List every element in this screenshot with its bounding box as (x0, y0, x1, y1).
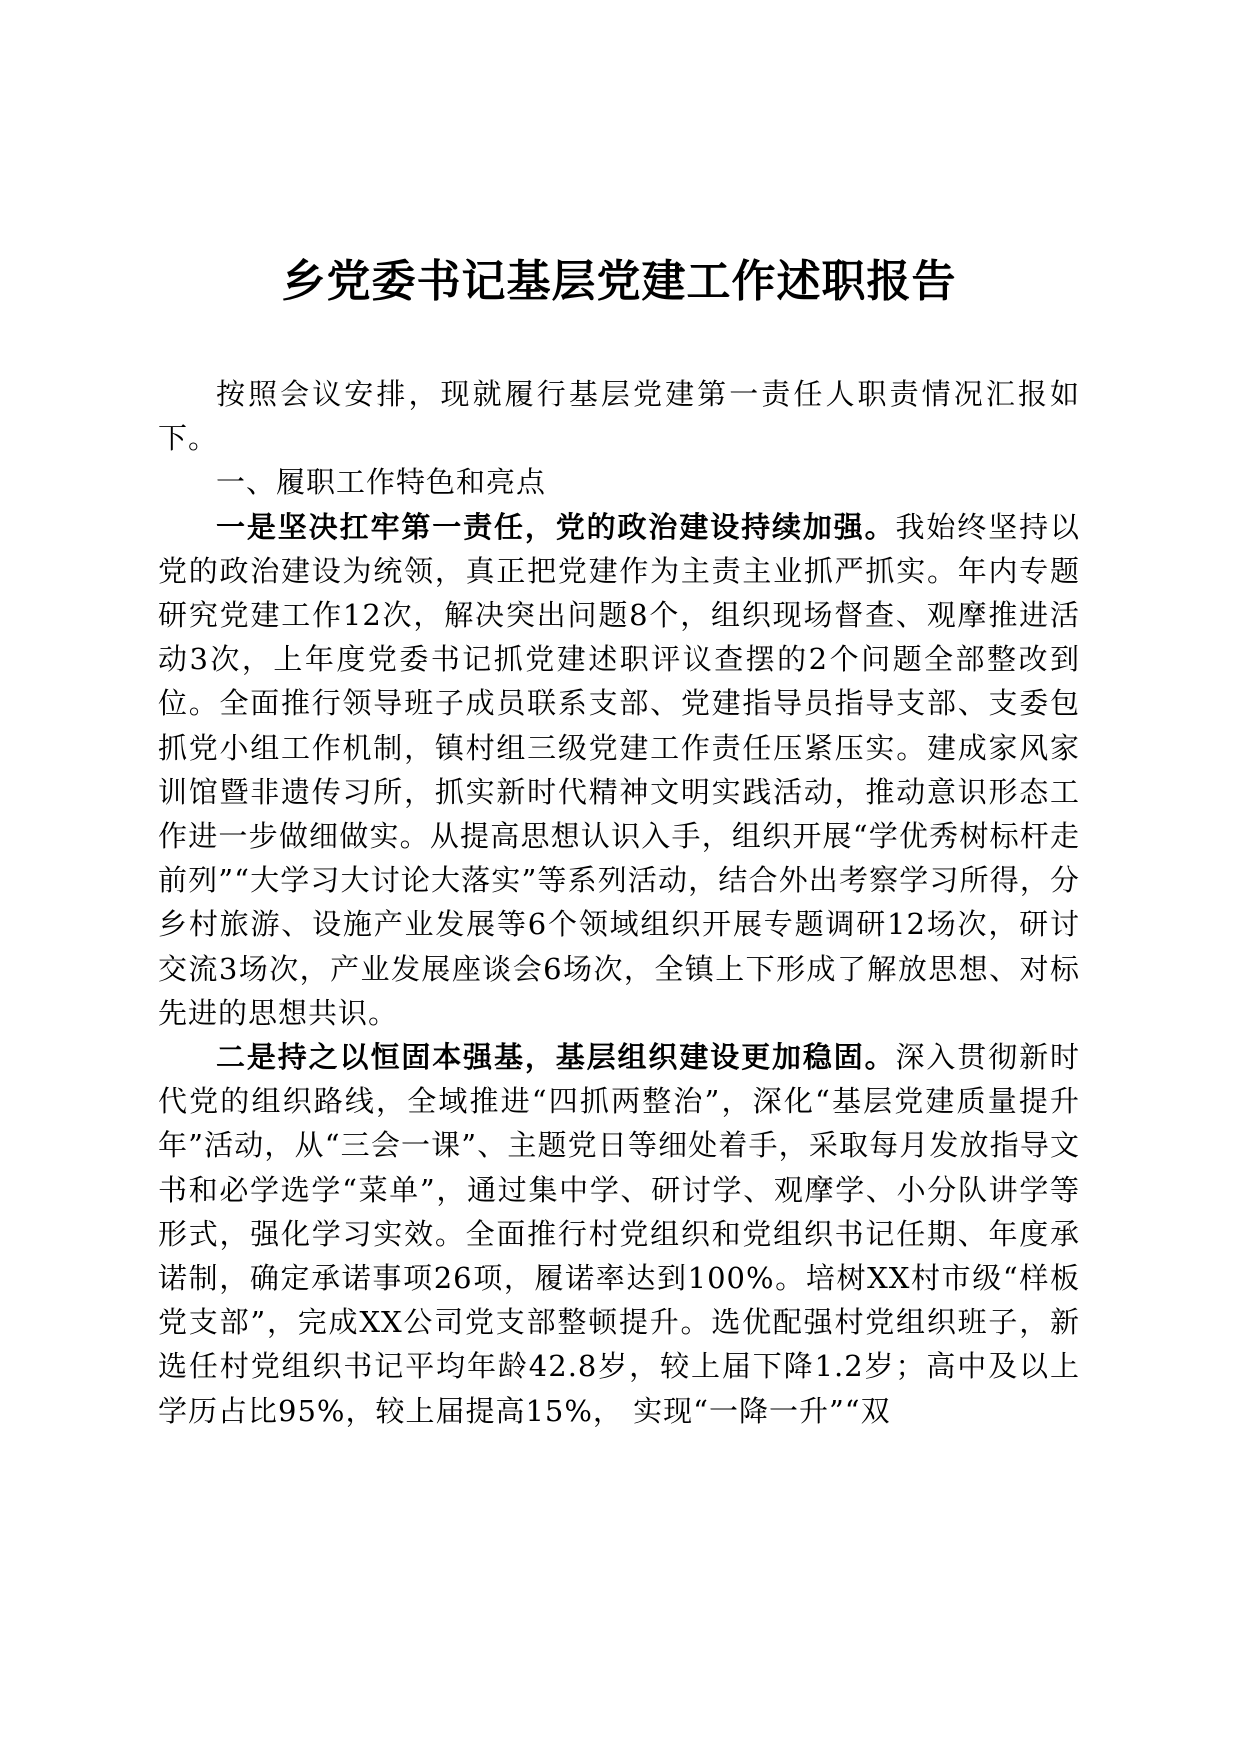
paragraph-text: 我始终坚持以党的政治建设为统领，真正把党建作为主责主业抓严抓实。年内专题研究党建工作12次，解决突出问题8个，组织现场督查、观摩推进活动3次，上年度党委书记抓党建述职评议查摆的2个问题全部整改到位。全面推行领导班子成员联系支部、党建指导员指导支部、支委包抓党小组工作机制，镇村组三级党建工作责任压紧压实。建成家风家训馆暨非遗传习所，抓实新时代精神文明实践活动，推动意识形态工作进一步做细做实。从提高思想认识入手，组织开展“学优秀树标杆走前列”“大学习大讨论大落实”等系列活动，结合外出考察学习所得，分乡村旅游、设施产业发展等6个领域组织开展专题调研12场次，研讨交流3场次，产业发展座谈会6场次，全镇上下形成了解放思想、对标先进的思想共识。 (158, 509, 1080, 1030)
intro-paragraph: 按照会议安排，现就履行基层党建第一责任人职责情况汇报如下。 (158, 377, 1080, 456)
paragraph-lead: 二是持之以恒固本强基，基层组织建设更加稳固。 (216, 1040, 896, 1075)
paragraph-lead: 一是坚决扛牢第一责任，党的政治建设持续加强。 (216, 509, 896, 544)
section-heading: 一、履职工作特色和亮点 (216, 465, 547, 500)
paragraph-organization-building (158, 1035, 1080, 1433)
paragraph-political-building (158, 505, 1080, 1035)
paragraph-text: 深入贯彻新时代党的组织路线，全域推进“四抓两整治”，深化“基层党建质量提升年”活动，从“三会一课”、主题党日等细处着手，采取每月发放指导文书和必学选学“菜单”，通过集中学、研讨学、观摩学、小分队讲学等形式，强化学习实效。全面推行村党组织和党组织书记任期、年度承诺制，确定承诺事项26项，履诺率达到100%。培树XX村市级“样板党支部”，完成XX公司党支部整顿提升。选优配强村党组织班子，新选任村党组织书记平均年龄42.8岁，较上届下降1.2岁；高中及以上学历占比95%，较上届提高15%， 实现“一降一升”“双 (158, 1040, 1080, 1428)
document-title: 乡党委书记基层党建工作述职报告 (281, 256, 957, 307)
document-body (158, 252, 1080, 1433)
